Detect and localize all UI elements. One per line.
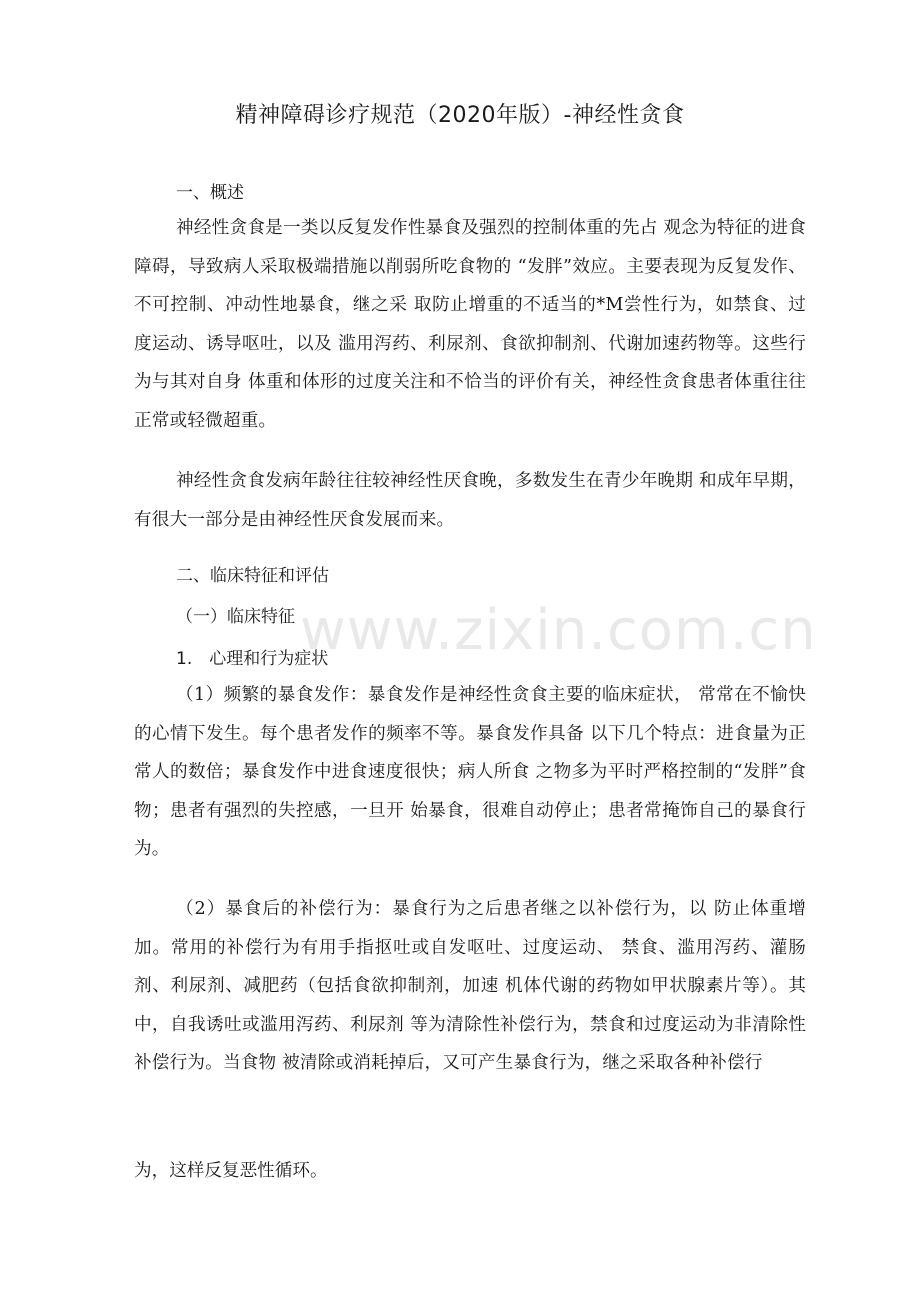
paragraph-compensatory-tail: 为，这样反复恶性循环。 [134, 1161, 328, 1181]
section-heading-overview: 一、概述 [176, 183, 244, 203]
paragraph-onset: 神经性贪食发病年龄往往较神经性厌食晚，多数发生在青少年晚期 和成年早期，有很大一部分是由神经性厌食发展而来。 [134, 471, 806, 530]
paragraph-compensatory-behavior: （2）暴食后的补偿行为：暴食行为之后患者继之以补偿行为，以 防止体重增加。常用的补偿行为有用手指抠吐或自发呕吐、过度运动、 禁食、滥用泻药、灌肠剂、利尿剂、减肥药（包括食欲抑制剂，加速 机体代谢的药物如甲状腺素片等）。其中，自我诱吐或滥用泻药、利尿剂 等为清除性补偿行为，禁食和过度运动为非清除性补偿行为。当食物 被清除或消耗掉后，又可产生暴食行为，继之采取各种补偿行 [134, 899, 806, 1074]
site-watermark: www.zixin.com.cn [300, 598, 817, 663]
item-heading-psych-behavior: 1. 心理和行为症状 [176, 649, 329, 669]
paragraph-definition: 神经性贪食是一类以反复发作性暴食及强烈的控制体重的先占 观念为特征的进食障碍，导致病人采取极端措施以削弱所吃食物的 “发胖”效应。主要表现为反复发作、不可控制、冲动性地暴食，继之采 取防止增重的不适当的*M尝性行为，如禁食、过度运动、诱导呕吐，以及 滥用泻药、利尿剂、食欲抑制剂、代谢加速药物等。这些行为与其对自身 体重和体形的过度关注和不恰当的评价有关，神经性贪食患者体重往往 正常或轻微超重。 [134, 218, 806, 431]
section-heading-clinical: 二、临床特征和评估 [176, 566, 329, 586]
paragraph-binge-episodes: （1）频繁的暴食发作：暴食发作是神经性贪食主要的临床症状， 常常在不愉快的心情下发生。每个患者发作的频率不等。暴食发作具备 以下几个特点：进食量为正常人的数倍；暴食发作中进食速度很快；病人所食 之物多为平时严格控制的“发胖”食物；患者有强烈的失控感，一旦开 始暴食，很难自动停止；患者常掩饰自己的暴食行为。 [134, 685, 806, 860]
subsection-heading-clinical-features: （一）临床特征 [176, 607, 295, 627]
document-title: 精神障碍诊疗规范（2020年版）-神经性贪食 [235, 103, 685, 128]
